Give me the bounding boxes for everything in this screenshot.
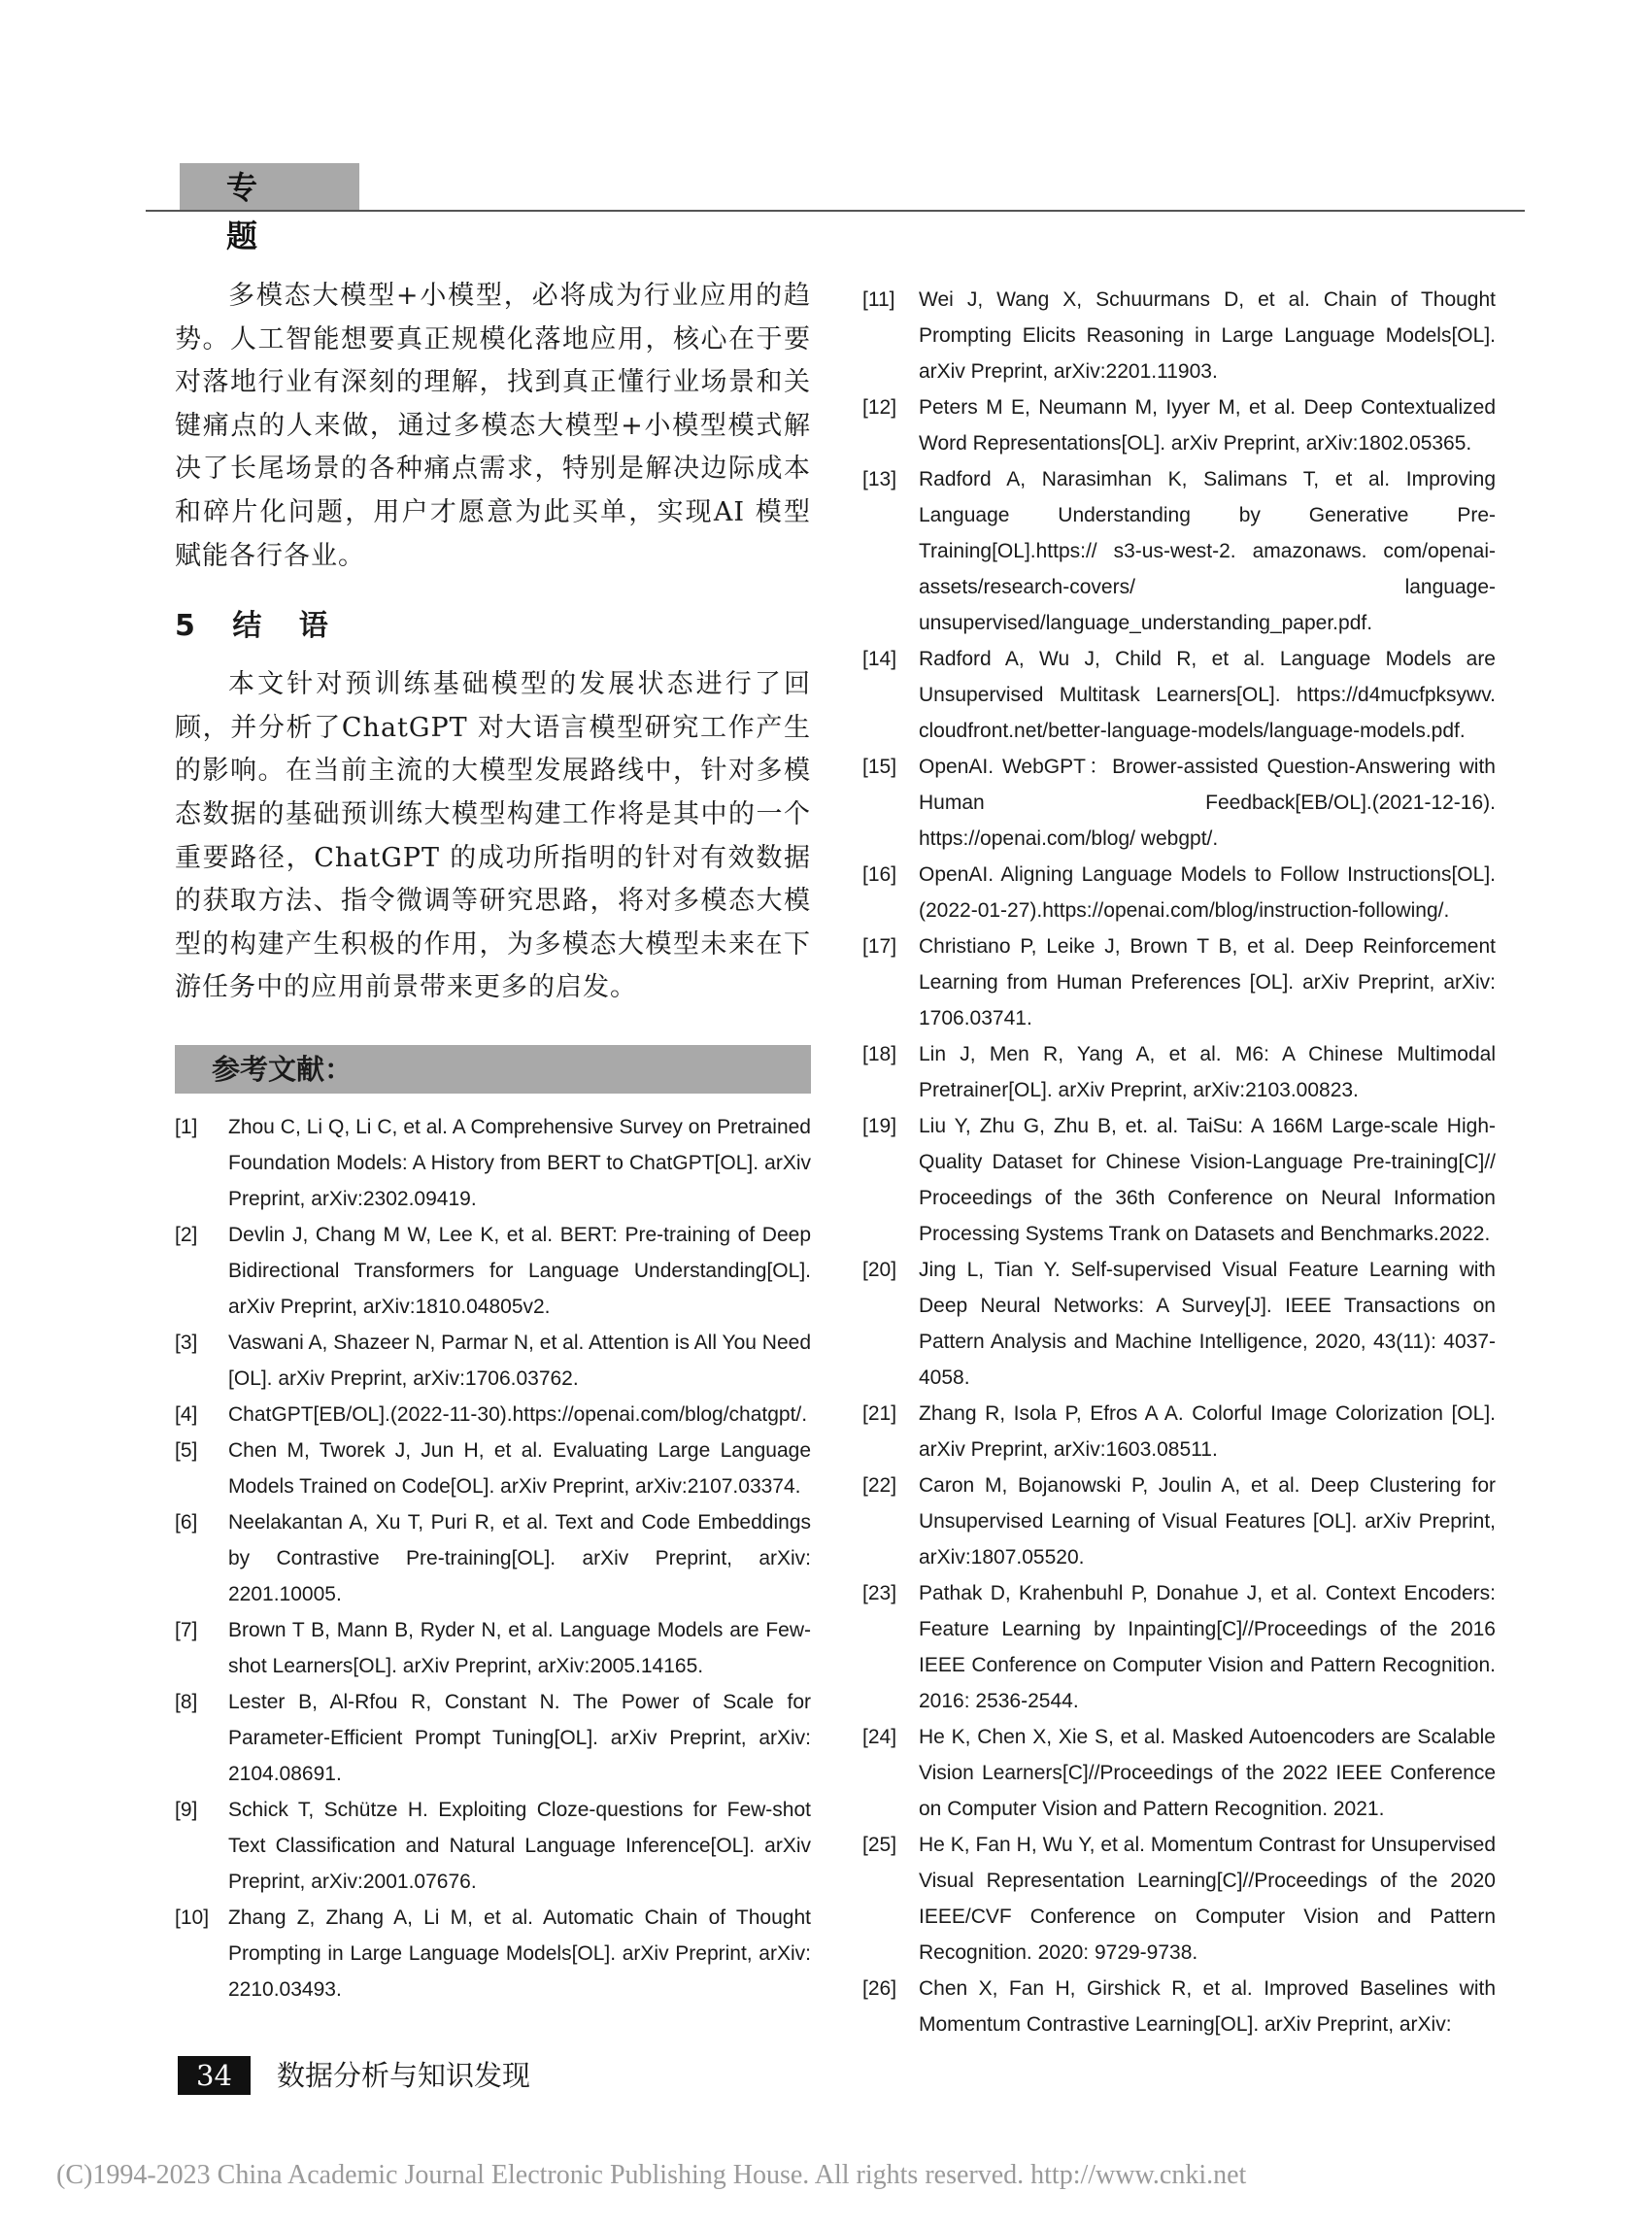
reference-item: [16] OpenAI. Aligning Language Models to Follow Instructions[OL]. (2022-01-27).https://openai.com/blog/instruction-following/.: [862, 863, 1496, 922]
body-paragraph-2: 本文针对预训练基础模型的发展状态进行了回顾，并分析了ChatGPT 对大语言模型研究工作产生的影响。在当前主流的大模型发展路线中，针对多模态数据的基础预训练大模型构建工作将是其中的一个重要路径，ChatGPT 的成功所指明的针对有效数据的获取方法、指令微调等研究思路，将对多模态大模型的构建产生积极的作用，为多模态大模型未来在下游任务中的应用前景带来更多的启发。: [175, 669, 811, 1003]
reference-item: [17] Christiano P, Leike J, Brown T B, et al. Deep Reinforcement Learning from Human Preferences [OL]. arXiv Preprint, arXiv: 1706.03741.: [862, 935, 1496, 1029]
journal-name: 数据分析与知识发现: [277, 2059, 531, 2092]
reference-item: [4] ChatGPT[EB/OL].(2022-11-30).https://openai.com/blog/chatgpt/.: [175, 1402, 808, 1426]
reference-list-left: [175, 1109, 811, 2007]
reference-item: [1] Zhou C, Li Q, Li C, et al. A Comprehensive Survey on Pretrained Foundation Models: A History from BERT to ChatGPT[OL]. arXiv Preprint, arXiv:2302.09419.: [175, 1115, 811, 1210]
reference-item: [26] Chen X, Fan H, Girshick R, et al. Improved Baselines with Momentum Contrastive Learning[OL]. arXiv Preprint, arXiv:: [862, 1977, 1496, 2036]
reference-item: [18] Lin J, Men R, Yang A, et al. M6: A Chinese Multimodal Pretrainer[OL]. arXiv Preprint, arXiv:2103.00823.: [862, 1043, 1496, 1101]
reference-item: [19] Liu Y, Zhu G, Zhu B, et. al. TaiSu: A 166M Large-scale High-Quality Dataset for Chinese Vision-Language Pre-training[C]// Proceedings of the 36th Conference on Neural Information Processing Systems Trank on Datasets and Benchmarks.2022.: [862, 1115, 1496, 1245]
body-paragraph-1: 多模态大模型+小模型，必将成为行业应用的趋势。人工智能想要真正规模化落地应用，核心在于要对落地行业有深刻的理解，找到真正懂行业场景和关键痛点的人来做，通过多模态大模型+小模型模式解决了长尾场景的各种痛点需求，特别是解决边际成本和碎片化问题，用户才愿意为此买单，实现AI 模型赋能各行各业。: [175, 281, 811, 571]
reference-item: [15] OpenAI. WebGPT：Brower-assisted Question-Answering with Human Feedback[EB/OL].(2021-12-16). https://openai.com/blog/ webgpt/.: [862, 756, 1496, 850]
reference-item: [23] Pathak D, Krahenbuhl P, Donahue J, et al. Context Encoders: Feature Learning by Inpainting[C]//Proceedings of the 2016 IEEE Conference on Computer Vision and Pattern Recognition. 2016: 2536-2544.: [862, 1582, 1496, 1712]
reference-list-right: [862, 282, 1496, 2042]
reference-item: [8] Lester B, Al-Rfou R, Constant N. The Power of Scale for Parameter-Efficient Prompt Tuning[OL]. arXiv Preprint, arXiv: 2104.08691.: [175, 1690, 811, 1785]
reference-item: [10] Zhang Z, Zhang A, Li M, et al. Automatic Chain of Thought Prompting in Large Language Models[OL]. arXiv Preprint, arXiv: 2210.03493.: [175, 1906, 811, 2001]
reference-item: [11] Wei J, Wang X, Schuurmans D, et al. Chain of Thought Prompting Elicits Reasoning in Large Language Models[OL]. arXiv Preprint, arXiv:2201.11903.: [862, 288, 1496, 383]
reference-item: [25] He K, Fan H, Wu Y, et al. Momentum Contrast for Unsupervised Visual Representation Learning[C]//Proceedings of the 2020 IEEE/CVF Conference on Computer Vision and Pattern Recognition. 2020: 9729-9738.: [862, 1834, 1496, 1964]
reference-item: [3] Vaswani A, Shazeer N, Parmar N, et al. Attention is All You Need [OL]. arXiv Preprint, arXiv:1706.03762.: [175, 1331, 811, 1390]
reference-item: [22] Caron M, Bojanowski P, Joulin A, et al. Deep Clustering for Unsupervised Learning of Visual Features [OL]. arXiv Preprint, arXiv:1807.05520.: [862, 1474, 1496, 1568]
reference-item: [7] Brown T B, Mann B, Ryder N, et al. Language Models are Few-shot Learners[OL]. arXiv Preprint, arXiv:2005.14165.: [175, 1618, 811, 1677]
section-heading-conclusion: 5 结 语: [175, 609, 342, 644]
reference-item: [5] Chen M, Tworek J, Jun H, et al. Evaluating Large Language Models Trained on Code[OL]. arXiv Preprint, arXiv:2107.03374.: [175, 1438, 811, 1498]
reference-item: [6] Neelakantan A, Xu T, Puri R, et al. Text and Code Embeddings by Contrastive Pre-training[OL]. arXiv Preprint, arXiv: 2201.10005.: [175, 1510, 811, 1605]
section-tag: 专 题: [180, 163, 359, 212]
right-column: [862, 282, 1496, 2042]
copyright-footer: (C)1994-2023 China Academic Journal Electronic Publishing House. All rights reserved. http://www.cnki.net: [56, 2160, 1247, 2190]
reference-item: [14] Radford A, Wu J, Child R, et al. Language Models are Unsupervised Multitask Learners[OL]. https://d4mucfpksywv. cloudfront.net/better-language-models/language-models.pdf.: [862, 648, 1496, 742]
references-header: 参考文献：: [175, 1045, 811, 1094]
reference-item: [21] Zhang R, Isola P, Efros A A. Colorful Image Colorization [OL]. arXiv Preprint, arXiv:1603.08511.: [862, 1402, 1496, 1461]
reference-item: [13] Radford A, Narasimhan K, Salimans T, et al. Improving Language Understanding by Generative Pre-Training[OL].https:// s3-us-west-2. amazonaws. com/openai-assets/research-covers/ language-unsupervised/language_understanding_paper.pdf.: [862, 468, 1496, 634]
left-column: [175, 275, 811, 2007]
reference-item: [9] Schick T, Schütze H. Exploiting Cloze-questions for Few-shot Text Classification and Natural Language Inference[OL]. arXiv Preprint, arXiv:2001.07676.: [175, 1798, 811, 1893]
reference-item: [2] Devlin J, Chang M W, Lee K, et al. BERT: Pre-training of Deep Bidirectional Transformers for Language Understanding[OL]. arXiv Preprint, arXiv:1810.04805v2.: [175, 1223, 811, 1318]
reference-item: [20] Jing L, Tian Y. Self-supervised Visual Feature Learning with Deep Neural Networks: A Survey[J]. IEEE Transactions on Pattern Analysis and Machine Intelligence, 2020, 43(11): 4037-4058.: [862, 1259, 1496, 1389]
page-number: 34: [178, 2056, 251, 2095]
reference-item: [24] He K, Chen X, Xie S, et al. Masked Autoencoders are Scalable Vision Learners[C]//Proceedings of the 2022 IEEE Conference on Computer Vision and Pattern Recognition. 2021.: [862, 1726, 1496, 1820]
header-rule: [146, 210, 1525, 212]
reference-item: [12] Peters M E, Neumann M, Iyyer M, et al. Deep Contextualized Word Representations[OL]. arXiv Preprint, arXiv:1802.05365.: [862, 396, 1496, 455]
